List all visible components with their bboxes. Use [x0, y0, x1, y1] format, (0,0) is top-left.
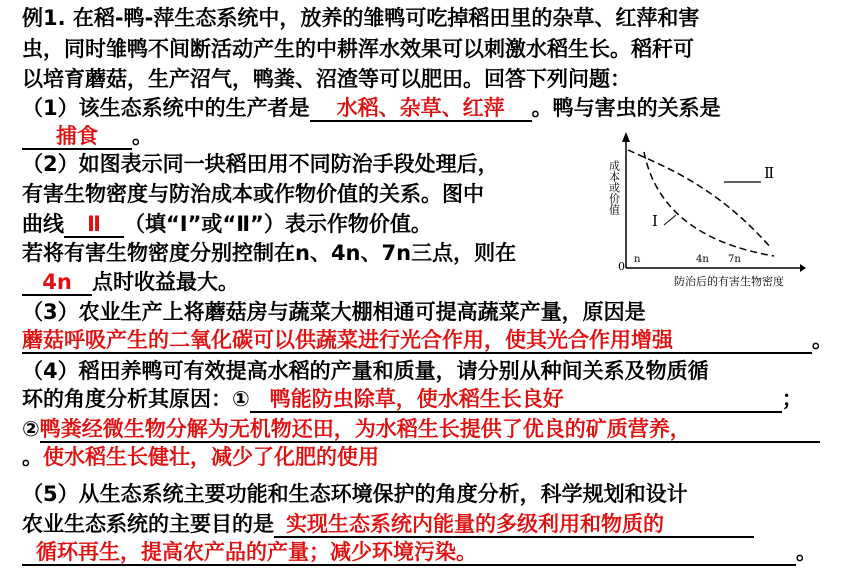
tick-7n-label: 7n	[728, 254, 741, 265]
answer-2-point: 4n	[42, 270, 72, 294]
question-2-line-5	[22, 268, 239, 296]
answer-5-purpose-2: 循环再生，提高农产品的产量；减少环境污染。	[36, 540, 477, 564]
answer-1-relation: 捕食	[56, 124, 98, 148]
question-4-text-d: ②	[22, 417, 40, 441]
density-cost-figure	[606, 130, 806, 290]
question-1-text-a: （1）该生态系统中的生产者是	[22, 96, 310, 120]
answer-1-blank-a	[310, 96, 532, 122]
answer-4-blank-b	[40, 417, 820, 443]
answer-5-purpose-1: 实现生态系统内能量的多级利用和物质的	[286, 512, 664, 536]
question-4-text-b: 环的角度分析其原因：①	[22, 387, 250, 411]
question-1-text-c: 。	[132, 124, 153, 148]
question-3-line-1: （3）农业生产上将蘑菇房与蔬菜大棚相通可提高蔬菜产量，原因是	[22, 300, 646, 324]
question-4-text-e: 。	[22, 445, 43, 469]
question-5-line-2	[22, 510, 754, 538]
intro-line-3: 以培育蘑菇，生产沼气，鸭粪、沼渣等可以肥田。回答下列问题：	[22, 67, 631, 91]
answer-4-reason-2-cont: 使水稻生长健壮，减少了化肥的使用	[43, 445, 379, 469]
question-4-line-4	[22, 443, 379, 471]
figure-y-arrow-icon	[622, 132, 630, 142]
curve-ii-line	[628, 150, 771, 248]
curve-i-line	[644, 152, 774, 256]
answer-4-reason-1: 鸭能防虫除草，使水稻生长良好	[269, 387, 564, 411]
answer-5-blank-a	[274, 512, 754, 538]
question-4-line-3	[22, 415, 820, 443]
answer-2-curve: Ⅱ	[87, 212, 101, 236]
question-2-line-2: 有害生物密度与防治成本或作物价值的关系。图中	[22, 182, 484, 206]
question-2-line-1: （2）如图表示同一块稻田用不同防治手段处理后，	[22, 152, 499, 176]
question-1-text-b: 。鸭与害虫的关系是	[531, 96, 721, 120]
question-5-text-b: 农业生态系统的主要目的是	[22, 512, 274, 536]
answer-3-reason: 蘑菇呼吸产生的二氧化碳可以供蔬菜进行光合作用，使其光合作用增强	[22, 328, 673, 352]
tick-n-label: n	[634, 254, 641, 265]
question-4-line-2	[22, 385, 803, 413]
answer-2-blank-a	[64, 212, 124, 238]
curve-i-label: Ⅰ	[652, 212, 658, 230]
question-4-line-1: （4）稻田养鸭可有效提高水稻的产量和质量，请分别从种间关系及物质循	[22, 359, 709, 383]
question-5-line-3	[22, 538, 817, 566]
answer-1-producers: 水稻、杂草、红萍	[336, 96, 505, 120]
answer-3-blank	[22, 328, 812, 354]
question-5-line-1: （5）从生态系统主要功能和生态环境保护的角度分析，科学规划和设计	[22, 482, 688, 506]
question-1-line-1	[22, 94, 721, 122]
question-2-text-e: 点时收益最大。	[92, 270, 239, 294]
question-2-text-c1: 曲线	[22, 212, 64, 236]
question-5-text-c: 。	[796, 540, 817, 564]
question-2-text-c2: （填“Ⅰ”或“Ⅱ”）表示作物价值。	[124, 212, 432, 236]
intro-line-1: 例1. 在稻-鸭-萍生态系统中，放养的雏鸭可吃掉稻田里的杂草、红萍和害	[22, 6, 700, 30]
answer-4-blank-a	[250, 387, 782, 413]
figure-y-label: 成本或价值	[607, 160, 621, 215]
question-2-line-4: 若将有害生物密度分别控制在n、4n、7n三点，则在	[22, 241, 517, 265]
answer-5-blank-b	[22, 540, 796, 566]
answer-2-blank-b	[22, 270, 92, 296]
answer-1-blank-b	[22, 124, 132, 150]
intro-line-2: 虫，同时雏鸭不间断活动产生的中耕浑水效果可以刺激水稻生长。稻秆可	[22, 37, 694, 61]
figure-origin-label: 0	[618, 260, 625, 273]
curve-i-label-leader	[664, 215, 676, 225]
question-3-line-2	[22, 326, 833, 354]
figure-x-caption: 防治后的有害生物密度	[674, 275, 784, 288]
question-2-line-3	[22, 210, 432, 238]
figure-x-arrow-icon	[800, 264, 806, 272]
question-3-text-b: 。	[812, 328, 833, 352]
tick-4n-label: 4n	[696, 254, 709, 265]
curve-ii-label: Ⅱ	[764, 164, 775, 182]
question-4-text-c: ；	[781, 387, 803, 411]
question-1-line-2	[22, 122, 153, 150]
answer-4-reason-2: 鸭粪经微生物分解为无机物还田，为水稻生长提供了优良的矿质营养，	[39, 417, 691, 441]
